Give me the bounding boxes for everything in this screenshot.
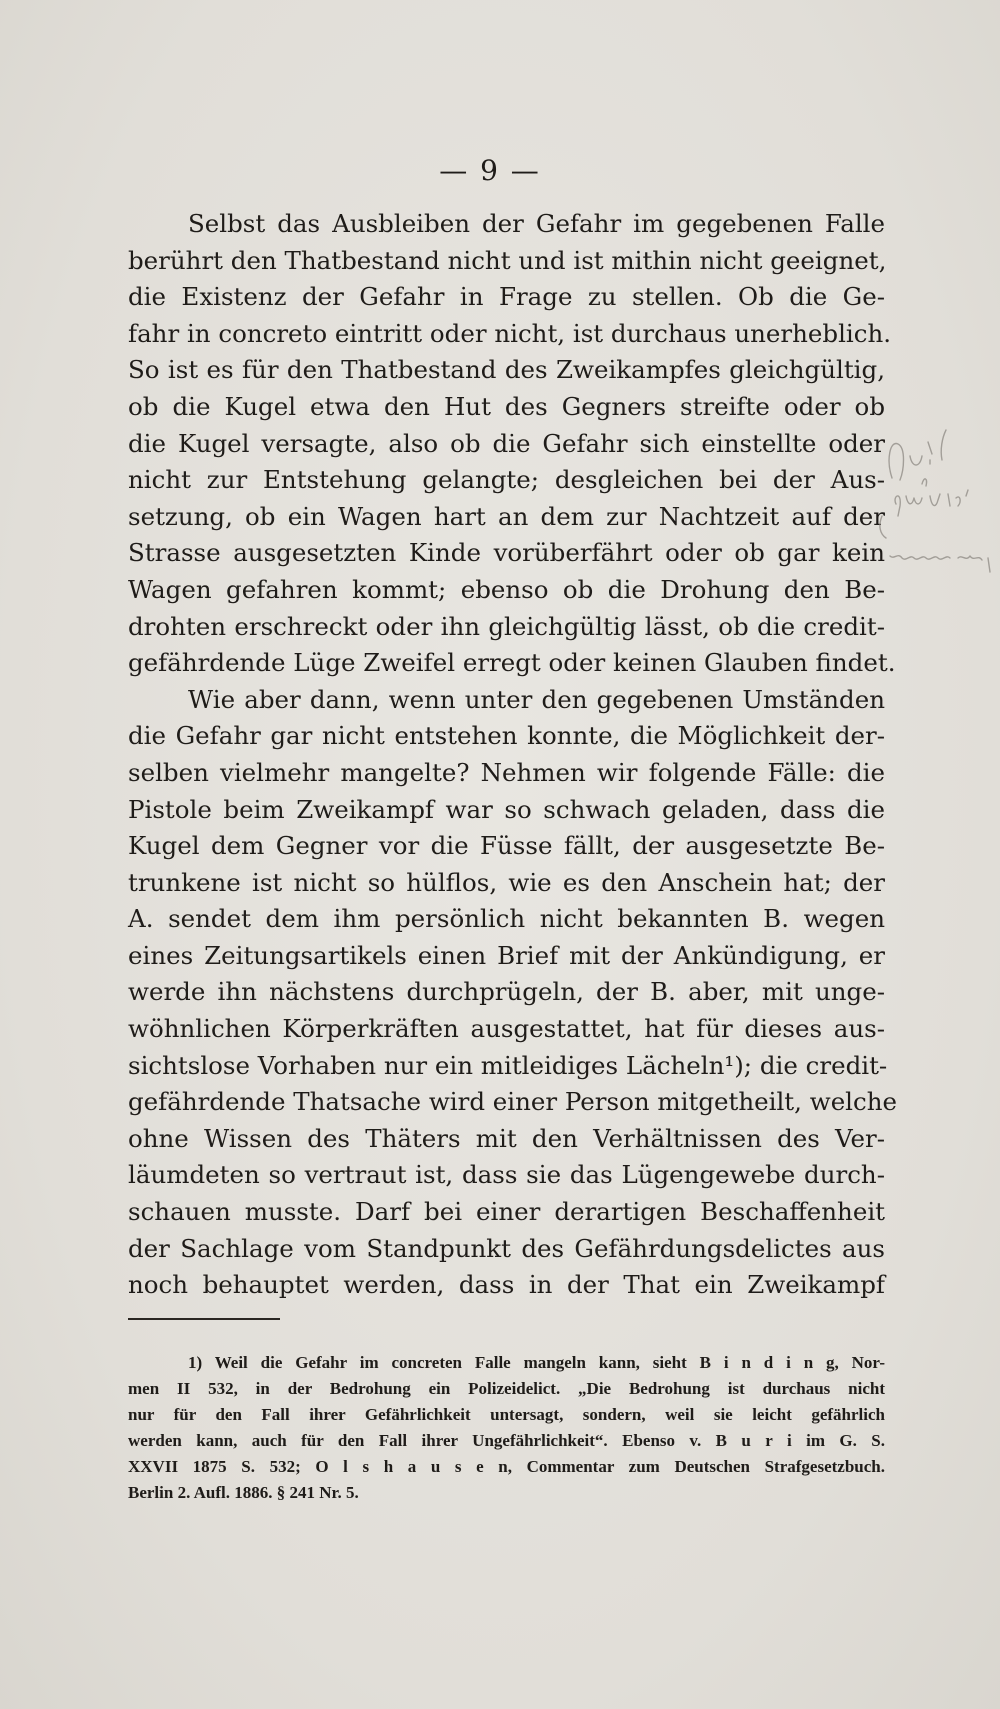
footnote-line: 1) Weil die Gefahr im concreten Falle mangeln kann, sieht B i n d i n g, Nor-: [188, 1353, 885, 1372]
text-line: die Gefahr gar nicht entstehen konnte, die Möglichkeit der-: [128, 721, 885, 751]
text-line: berührt den Thatbestand nicht und ist mithin nicht geeignet,: [128, 245, 887, 275]
text-line: sichtslose Vorhaben nur ein mitleidiges Lächeln¹); die credit-: [128, 1050, 888, 1080]
text-line: Kugel dem Gegner vor die Füsse fällt, der ausgesetzte Be-: [128, 831, 885, 861]
text-line: gefährdende Lüge Zweifel erregt oder keinen Glauben findet.: [128, 648, 896, 678]
text-line: drohten erschreckt oder ihn gleichgültig lässt, ob die credit-: [128, 611, 885, 641]
text-line: noch behauptet werden, dass in der That ein Zweikampf: [128, 1270, 885, 1300]
text-line: werde ihn nächstens durchprügeln, der B. aber, mit unge-: [128, 977, 885, 1007]
text-line: gefährdende Thatsache wird einer Person mitgetheilt, welche: [128, 1087, 898, 1117]
footnote-divider: [128, 1318, 280, 1320]
text-line: ob die Kugel etwa den Hut des Gegners streifte oder ob: [128, 391, 885, 421]
text-line: setzung, ob ein Wagen hart an dem zur Nachtzeit auf der: [128, 501, 885, 531]
text-line: selben vielmehr mangelte? Nehmen wir folgende Fälle: die: [128, 757, 885, 787]
footnote: [128, 1350, 885, 1506]
text-line: So ist es für den Thatbestand des Zweikampfes gleichgültig,: [128, 355, 885, 385]
text-line: schauen musste. Darf bei einer derartigen Beschaffenheit: [128, 1197, 885, 1227]
text-line: A. sendet dem ihm persönlich nicht bekannten B. wegen: [128, 904, 885, 934]
page-number: — 9 —: [439, 154, 541, 187]
text-line: nicht zur Entstehung gelangte; desgleichen bei der Aus-: [128, 465, 885, 495]
footnote-line: werden kann, auch für den Fall ihrer Ungefährlichkeit“. Ebenso v. B u r i im G. S.: [128, 1431, 885, 1450]
text-line: die Kugel versagte, also ob die Gefahr sich einstellte oder: [128, 428, 885, 458]
text-line: Pistole beim Zweikampf war so schwach geladen, dass die: [128, 794, 885, 824]
text-line: die Existenz der Gefahr in Frage zu stellen. Ob die Ge-: [128, 282, 885, 312]
text-line: wöhnlichen Körperkräften ausgestattet, hat für dieses aus-: [128, 1014, 885, 1044]
text-line: der Sachlage vom Standpunkt des Gefährdungsdelictes aus: [128, 1233, 885, 1263]
text-line: läumdeten so vertraut ist, dass sie das Lügengewebe durch-: [128, 1160, 885, 1190]
text-line: Wagen gefahren kommt; ebenso ob die Drohung den Be-: [128, 574, 885, 604]
text-line: Wie aber dann, wenn unter den gegebenen Umständen: [188, 684, 885, 714]
text-line: eines Zeitungsartikels einen Brief mit der Ankündigung, er: [128, 940, 885, 970]
pencil-marginalia: [876, 420, 1000, 580]
text-line: ohne Wissen des Thäters mit den Verhältnissen des Ver-: [128, 1123, 885, 1153]
footnote-line: Berlin 2. Aufl. 1886. § 241 Nr. 5.: [128, 1483, 359, 1502]
footnote-line: nur für den Fall ihrer Gefährlichkeit untersagt, sondern, weil sie leicht gefährlich: [128, 1405, 885, 1424]
body-text: [128, 206, 898, 1304]
footnote-line: men II 532, in der Bedrohung ein Polizeidelict. „Die Bedrohung ist durchaus nicht: [128, 1379, 885, 1398]
footnote-line: XXVII 1875 S. 532; O l s h a u s e n, Commentar zum Deutschen Strafgesetzbuch.: [128, 1457, 885, 1476]
text-line: trunkene ist nicht so hülflos, wie es den Anschein hat; der: [128, 867, 885, 897]
text-line: Strasse ausgesetzten Kinde vorüberfährt oder ob gar kein: [128, 538, 885, 568]
text-line: Selbst das Ausbleiben der Gefahr im gegebenen Falle: [188, 209, 885, 238]
text-line: fahr in concreto eintritt oder nicht, ist durchaus unerheblich.: [128, 318, 892, 348]
